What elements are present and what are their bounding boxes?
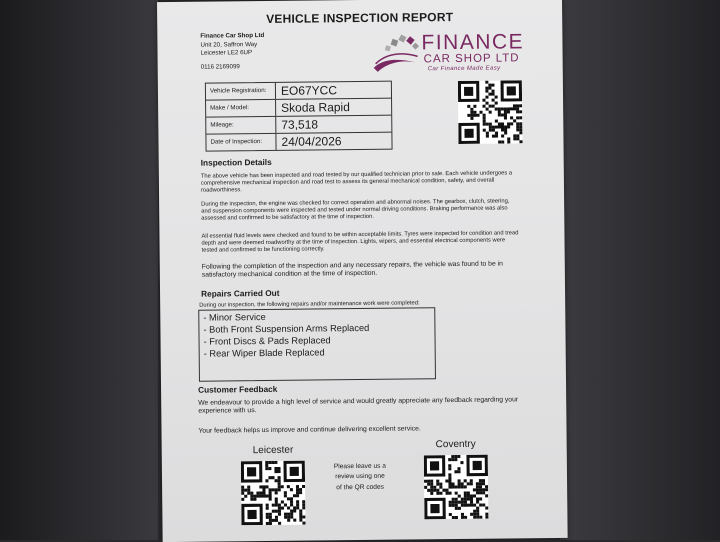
mileage-value: 73,518 xyxy=(281,117,319,132)
repair-item: - Minor Service xyxy=(203,311,266,323)
make-model-value: Skoda Rapid xyxy=(281,100,350,115)
company-phone: 0116 2169099 xyxy=(200,63,240,71)
feedback-paragraph-1: We endeavour to provide a high level of service and would greatly appreciate any feedback regarding your experience with us. xyxy=(198,396,519,416)
registration-row xyxy=(206,82,391,101)
inspection-paragraph-3: All essential fluid levels were checked and found to be within acceptable limits. Tyres were inspected for condition and tread depth and were deemed roadworthy at the time of inspection. Lights, wipers, and essential electrical components were tested and confirmed to be functioning correctly. xyxy=(201,230,519,255)
inspection-date-value: 24/04/2026 xyxy=(281,134,342,149)
company-name: Finance Car Shop Ltd xyxy=(200,31,265,40)
company-address-line1: Unit 20, Saffron Way xyxy=(200,41,258,49)
coventry-label: Coventry xyxy=(435,438,476,451)
review-prompt-line3: of the QR codes xyxy=(336,483,384,492)
inspection-date-row xyxy=(206,133,391,151)
mileage-label: Mileage: xyxy=(206,117,276,134)
repairs-list-box xyxy=(198,307,436,381)
review-prompt-line2: review using one xyxy=(335,473,385,481)
inspection-paragraph-2: During the inspection, the engine was checked for correct operation and abnormal noises. The gearbox, clutch, steering, and suspension components were inspected and tested under normal driving conditions. Braking performance was also assessed and confirmed to be satisfactory at the time of inspection. xyxy=(201,198,510,223)
review-prompt-line1: Please leave us a xyxy=(333,462,386,471)
repairs-heading: Repairs Carried Out xyxy=(201,287,280,299)
inspection-report-sheet xyxy=(157,0,568,542)
vehicle-details-table xyxy=(205,81,393,152)
make-model-row xyxy=(206,99,391,118)
leicester-label: Leicester xyxy=(252,444,294,457)
inspection-details-heading: Inspection Details xyxy=(200,156,272,168)
qr-code-coventry[interactable] xyxy=(424,455,489,520)
feedback-paragraph-2: Your feedback helps us improve and continue delivering excellent service. xyxy=(198,425,421,435)
review-prompt xyxy=(327,462,393,494)
repair-item: - Rear Wiper Blade Replaced xyxy=(203,347,325,359)
inspection-date-label: Date of Inspection: xyxy=(206,134,276,151)
logo-text-finance: FINANCE xyxy=(421,30,525,55)
inspection-paragraph-1: The above vehicle has been inspected and road tested by our qualified technician prior to sale. Each vehicle undergoes a comprehensive mechanical inspection and road test to assess its general mechanical condition, safety, and overall roadworthiness. xyxy=(200,170,513,195)
background-left xyxy=(0,0,158,540)
background-right xyxy=(560,0,720,540)
logo-text-car-shop: CAR SHOP LTD xyxy=(423,52,520,66)
repair-item: - Both Front Suspension Arms Replaced xyxy=(203,322,370,335)
make-model-label: Make / Model: xyxy=(206,100,276,117)
company-address-line2: Leicester LE2 6UP xyxy=(200,49,253,57)
logo-tagline: Car Finance Made Easy xyxy=(427,65,501,73)
registration-label: Vehicle Registration: xyxy=(206,83,276,100)
registration-value: EO67YCC xyxy=(280,83,338,98)
company-logo xyxy=(371,28,541,76)
repairs-intro: During our inspection, the following repairs and/or maintenance work were completed: xyxy=(199,300,420,309)
qr-code-top[interactable] xyxy=(458,80,523,144)
document-title: VEHICLE INSPECTION REPORT xyxy=(266,10,454,26)
customer-feedback-heading: Customer Feedback xyxy=(198,383,278,395)
qr-code-leicester[interactable] xyxy=(241,461,306,526)
car-keys-logo-icon xyxy=(371,29,423,76)
inspection-paragraph-4: Following the completion of the inspection and any necessary repairs, the vehicle was found to be in satisfactory mechanical condition at the time of inspection. xyxy=(201,260,503,279)
repair-item: - Front Discs & Pads Replaced xyxy=(203,335,331,347)
mileage-row xyxy=(206,116,391,135)
